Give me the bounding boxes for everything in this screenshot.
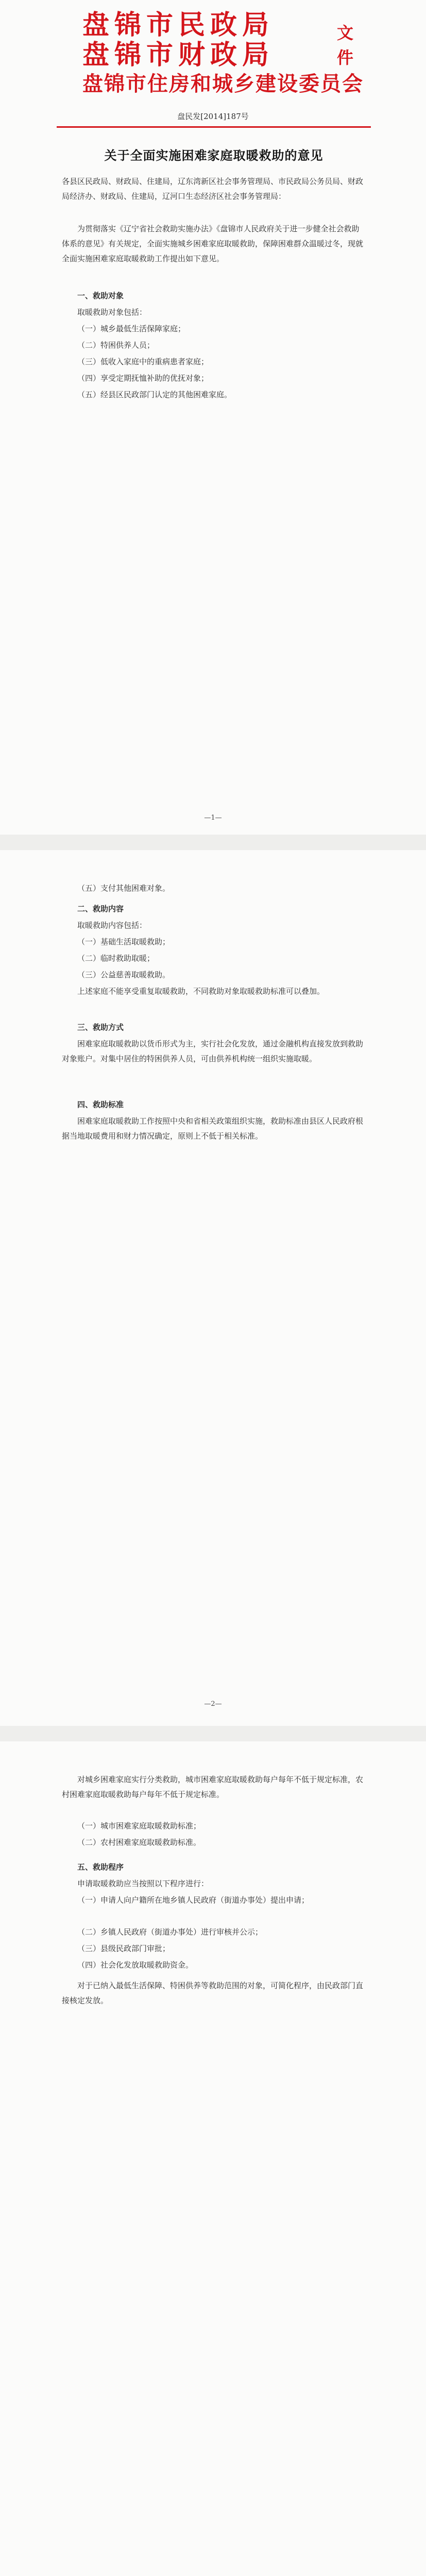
paragraph: 对于已纳入最低生活保障、特困供养等救助范围的对象，可简化程序，由民政部门直接核定发放。 xyxy=(62,1981,364,2005)
paragraph: 取暖救助内容包括： xyxy=(77,921,147,930)
page-number: —2— xyxy=(204,1700,222,1708)
paragraph: 申请取暖救助应当按照以下程序进行： xyxy=(77,1879,209,1888)
paragraph: 上述家庭不能享受重复取暖救助，不同救助对象取暖救助标准可以叠加。 xyxy=(77,987,325,996)
wenjian-label: 文件 xyxy=(336,23,353,67)
paragraph: 对城乡困难家庭实行分类救助，城市困难家庭取暖救助每户每年不低于规定标准，农村困难家庭取暖救助每户每年不低于规定标准。 xyxy=(62,1775,364,1799)
list-item: （三）公益慈善取暖救助。 xyxy=(77,970,171,979)
section-1-intro: 取暖救助对象包括： xyxy=(77,308,147,317)
section-heading-1: 一、救助对象 xyxy=(77,291,124,300)
paragraph: 困难家庭取暖救助以货币形式为主，实行社会化发放，通过金融机构直接发放到救助对象账户。对集中居住的特困供养人员，可由供养机构统一组织实施取暖。 xyxy=(62,1039,364,1063)
page-1 xyxy=(0,0,426,835)
list-item: （一）基础生活取暖救助； xyxy=(77,937,171,946)
masthead xyxy=(82,10,371,98)
list-item: （一）城乡最低生活保障家庭； xyxy=(77,324,186,333)
list-item: （三）县级民政部门审批； xyxy=(77,1944,171,1953)
section-heading-5: 五、救助程序 xyxy=(77,1862,124,1872)
list-item: （一）城市困难家庭取暖救助标准； xyxy=(77,1821,201,1831)
page-number: —1— xyxy=(204,814,222,822)
page-3 xyxy=(0,1741,426,2576)
list-item: （五）经县区民政部门认定的其他困难家庭。 xyxy=(77,390,232,399)
list-item: （三）低收入家庭中的重病患者家庭； xyxy=(77,357,209,366)
list-item: （二）临时救助取暖； xyxy=(77,954,155,963)
page-gap xyxy=(0,835,426,850)
red-divider xyxy=(57,126,371,128)
page-gap xyxy=(0,1726,426,1741)
masthead-line-3: 盘锦市住房和城乡建设委员会 xyxy=(82,72,364,96)
intro-paragraph: 为贯彻落实《辽宁省社会救助实施办法》《盘锦市人民政府关于进一步健全社会救助体系的意见》有关规定，全面实施城乡困难家庭取暖救助，保障困难群众温暖过冬，现就全面实施困难家庭取暖救助工作提出如下意见。 xyxy=(62,224,364,263)
list-item: （二）农村困难家庭取暖救助标准。 xyxy=(77,1838,201,1847)
addressee: 各县区民政局、财政局、住建局，辽东湾新区社会事务管理局、市民政局公务员局、财政局经济办、财政局、住建局，辽河口生态经济区社会事务管理局： xyxy=(62,177,364,201)
list-item: （二）乡镇人民政府（街道办事处）进行审核并公示； xyxy=(77,1927,263,1937)
list-item: （二）特困供养人员； xyxy=(77,341,155,350)
section-heading-3: 三、救助方式 xyxy=(77,1023,124,1032)
page-2 xyxy=(0,850,426,1726)
masthead-line-1: 盘锦市民政局 xyxy=(82,10,275,41)
list-item: （一）申请人向户籍所在地乡镇人民政府（街道办事处）提出申请； xyxy=(77,1895,310,1905)
document-number: 盘民发[2014]187号 xyxy=(177,112,249,121)
list-item: （四）社会化发放取暖救助资金。 xyxy=(77,1960,194,1970)
document-title: 关于全面实施困难家庭取暖救助的意见 xyxy=(104,148,323,163)
section-heading-2: 二、救助内容 xyxy=(77,904,124,913)
paragraph: 困难家庭取暖救助工作按照中央和省相关政策组织实施，救助标准由县区人民政府根据当地取暖费用和财力情况确定，原则上不低于相关标准。 xyxy=(62,1116,364,1141)
masthead-line-2: 盘锦市财政局 xyxy=(82,40,275,71)
section-heading-4: 四、救助标准 xyxy=(77,1100,124,1109)
paragraph: （五）支付其他困难对象。 xyxy=(77,884,171,893)
list-item: （四）享受定期抚恤补助的优抚对象； xyxy=(77,374,209,383)
